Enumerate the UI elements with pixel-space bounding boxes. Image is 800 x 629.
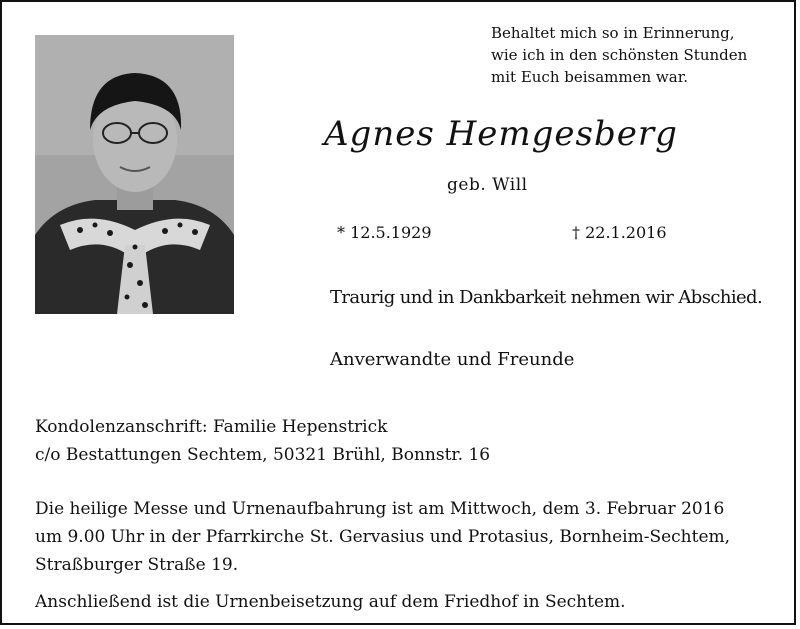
- condolence-address: [35, 413, 490, 469]
- mass-line: Straßburger Straße 19.: [35, 555, 239, 575]
- memorial-verse: [491, 22, 791, 88]
- verse-line: Behaltet mich so in Erinnerung,: [491, 24, 735, 42]
- condolence-line: c/o Bestattungen Sechtem, 50321 Brühl, Bonnstr. 16: [35, 445, 491, 465]
- farewell-statement: Traurig und in Dankbarkeit nehmen wir Abschied.: [330, 287, 763, 308]
- maiden-name: geb. Will: [447, 175, 528, 195]
- condolence-line: Kondolenzanschrift: Familie Hepenstrick: [35, 417, 388, 437]
- birth-date: * 12.5.1929: [337, 223, 432, 242]
- verse-line: wie ich in den schönsten Stunden: [491, 46, 748, 64]
- verse-line: mit Euch beisammen war.: [491, 68, 688, 86]
- mass-line: um 9.00 Uhr in der Pfarrkirche St. Gervasius und Protasius, Bornheim-Sechtem,: [35, 527, 731, 547]
- mass-line: Die heilige Messe und Urnenaufbahrung ist am Mittwoch, dem 3. Februar 2016: [35, 499, 725, 519]
- portrait-illustration: [35, 35, 234, 314]
- death-date: † 22.1.2016: [572, 223, 667, 242]
- mourners-signature: Anverwandte und Freunde: [330, 349, 575, 370]
- deceased-name: Agnes Hemgesberg: [324, 114, 678, 154]
- portrait-photo: [35, 35, 234, 314]
- burial-announcement: Anschließend ist die Urnenbeisetzung auf dem Friedhof in Sechtem.: [35, 592, 626, 612]
- mass-announcement: [35, 495, 785, 579]
